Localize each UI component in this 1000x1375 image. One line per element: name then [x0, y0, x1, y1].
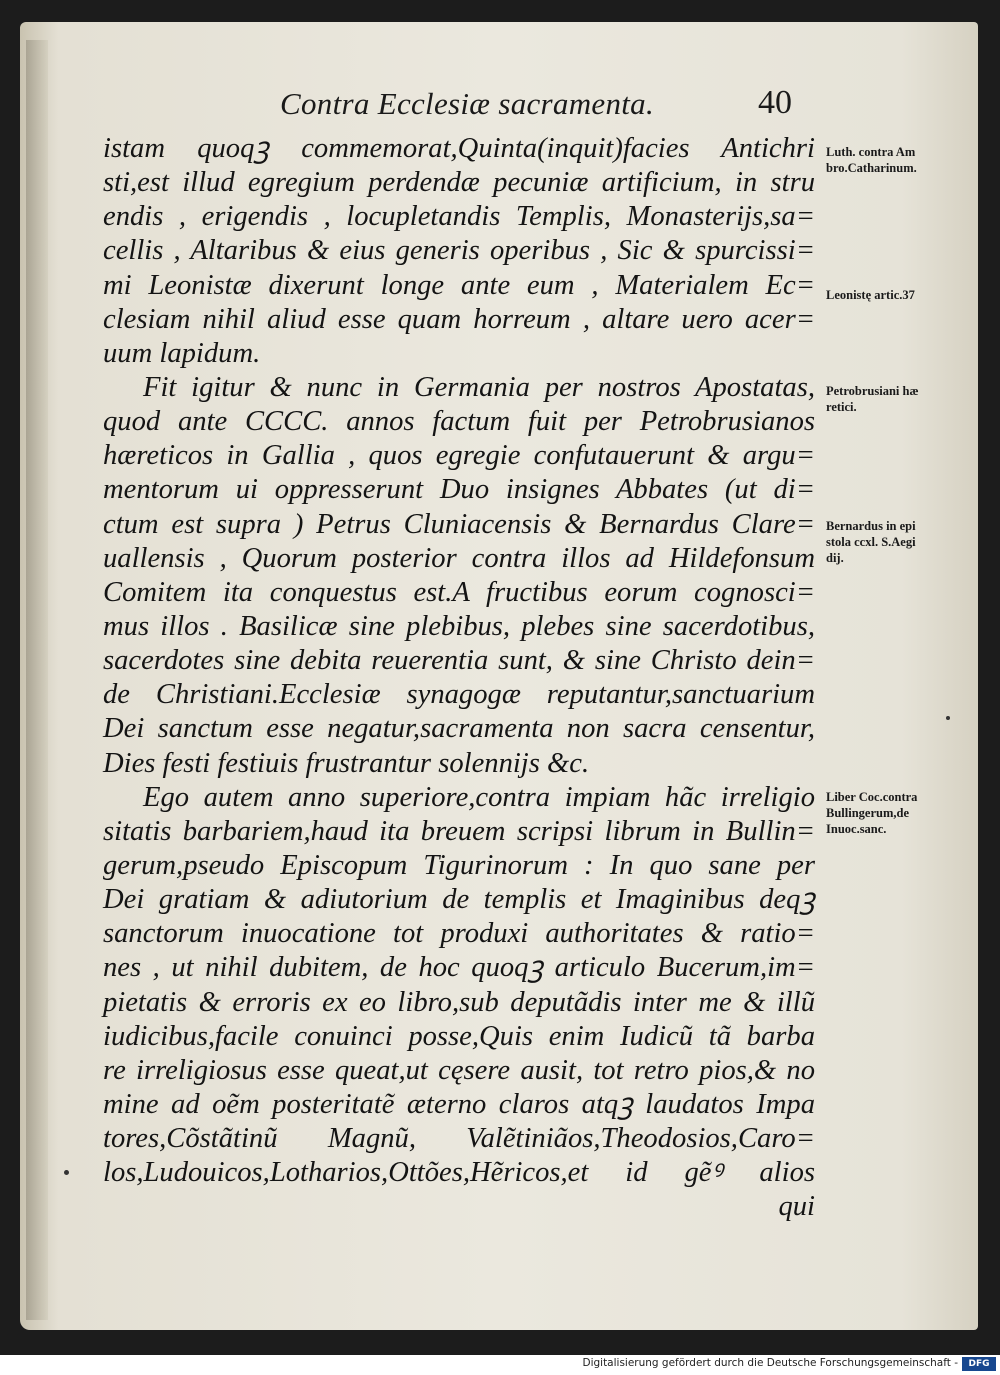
text-line: re irreligiosus esse queat,ut cęsere ausit, tot retro pios,& no — [103, 1054, 815, 1086]
text-line: tores,Cõstãtinũ Magnũ, Valẽtiniãos,Theodosios,Caro= — [103, 1123, 815, 1155]
ink-speck — [64, 1170, 69, 1175]
text-line: gerum,pseudo Episcopum Tigurinorum : In quo sane per — [103, 849, 815, 881]
text-line: sacerdotes sine debita reuerentia sunt, & sine Christo dein= — [103, 645, 815, 677]
text-line: istam quoqꝫ commemorat,Quinta(inquit)facies Antichri — [103, 133, 815, 164]
marginal-note-line: stola ccxl. S.Aegi — [826, 535, 916, 549]
text-line: cellis , Altaribus & eius generis operibus , Sic & spurcissi= — [103, 235, 815, 267]
text-line: Fit igitur & nunc in Germania per nostros Apostatas, — [143, 371, 815, 403]
marginal-note — [826, 287, 961, 303]
text-line: Comitem ita conquestus est.A fructibus eorum cognosci= — [103, 576, 815, 608]
text-line: Dies festi festiuis frustrantur solennijs &c. — [103, 747, 590, 779]
text-line: pietatis & erroris ex eo libro,sub deputãdis inter me & illũ — [103, 986, 815, 1018]
text-line: uum lapidum. — [103, 337, 261, 369]
text-line: uallensis , Quorum posterior contra illos ad Hildefonsum — [103, 542, 815, 574]
text-line: Ego autem anno superiore,contra impiam hãc irreligio — [143, 781, 815, 813]
marginal-note-line: Petrobrusiani hæ — [826, 384, 919, 398]
text-line: mentorum ui oppresserunt Duo insignes Abbates (ut di= — [103, 474, 815, 506]
marginal-note — [826, 518, 961, 566]
text-line: iudicibus,facile conuinci posse,Quis enim Iudicũ tã barba — [103, 1020, 815, 1052]
marginal-note-line: Liber Coc.contra — [826, 790, 918, 804]
marginal-note-line: Luth. contra Am — [826, 145, 916, 159]
text-line: hæreticos in Gallia , quos egregie confutauerunt & argu= — [103, 440, 815, 472]
body-text — [103, 132, 815, 1225]
text-line: mus illos . Basilicæ sine plebibus, plebes sine sacerdotibus, — [103, 610, 815, 642]
text-line: endis , erigendis , locupletandis Templis, Monasterijs,sa= — [103, 201, 815, 233]
catchword: qui — [778, 1191, 815, 1223]
text-line: sanctorum inuocatione tot produxi authoritates & ratio= — [103, 918, 815, 950]
marginal-note-line: Bernardus in epi — [826, 519, 916, 533]
text-line: los,Ludouicos,Lotharios,Ottões,Hẽricos,et id gẽꝰ alios — [103, 1157, 815, 1189]
marginal-note-line: dij. — [826, 551, 844, 565]
page-number: 40 — [758, 84, 792, 121]
text-line: sitatis barbariem,haud ita breuem scripsi librum in Bullin= — [103, 815, 815, 847]
marginal-note — [826, 144, 961, 176]
text-line: mi Leonistæ dixerunt longe ante eum , Materialem Ec= — [103, 269, 815, 301]
text-line: nes , ut nihil dubitem, de hoc quoqꝫ articulo Bucerum,im= — [103, 952, 815, 984]
text-line: mine ad oẽm posteritatẽ æterno claros atqꝫ laudatos Impa — [103, 1088, 815, 1120]
marginal-note-line: Leonistę artic.37 — [826, 288, 915, 302]
text-line: quod ante CCCC. annos factum fuit per Petrobrusianos — [103, 406, 815, 438]
page-header — [280, 86, 820, 126]
text-line: Dei gratiam & adiutorium de templis et Imaginibus deqꝫ — [103, 884, 815, 916]
text-line: Dei sanctum esse negatur,sacramenta non sacra censentur, — [103, 713, 815, 745]
page-gutter-shadow — [26, 40, 48, 1320]
dfg-logo-icon: DFG — [962, 1357, 996, 1371]
marginal-note-line: Bullingerum,de — [826, 806, 909, 820]
text-line: clesiam nihil aliud esse quam horreum , altare uero acer= — [103, 303, 815, 335]
footer-bar — [0, 1355, 1000, 1375]
marginal-note-line: bro.Catharinum. — [826, 161, 917, 175]
marginal-note — [826, 789, 961, 837]
running-head: Contra Ecclesiæ sacramenta. — [280, 86, 655, 121]
text-line: sti,est illud egregium perdendæ pecuniæ artificium, in stru — [103, 167, 815, 199]
marginal-note-line: Inuoc.sanc. — [826, 822, 887, 836]
marginal-note-line: retici. — [826, 400, 857, 414]
text-line: ctum est supra ) Petrus Cluniacensis & Bernardus Clare= — [103, 508, 815, 540]
marginal-note — [826, 383, 961, 415]
footer-credit: Digitalisierung gefördert durch die Deutsche Forschungsgemeinschaft - — [582, 1357, 958, 1369]
text-line: de Christiani.Ecclesiæ synagogæ reputantur,sanctuarium — [103, 679, 815, 711]
ink-speck — [946, 716, 950, 720]
